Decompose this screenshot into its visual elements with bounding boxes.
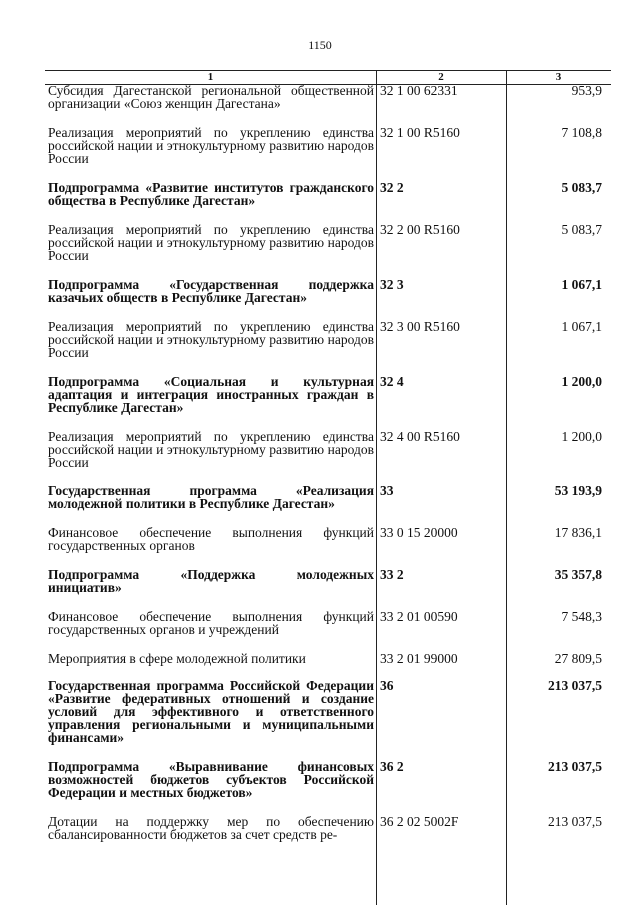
row-code: 33 2 01 00590 bbox=[380, 609, 458, 624]
row-code: 32 3 00 R5160 bbox=[380, 319, 460, 334]
row-sum: 53 193,9 bbox=[554, 483, 602, 498]
row-name: Государственная программа Российской Федерации «Развитие федеративных отношений и создание условий для эффективного и ответственного управления региональными и муниципальными финансами» bbox=[48, 678, 374, 745]
row-name: Подпрограмма «Государственная поддержка казачьих обществ в Республике Дагестан» bbox=[48, 277, 374, 305]
row-code: 32 3 bbox=[380, 277, 404, 292]
row-sum: 213 037,5 bbox=[548, 759, 602, 774]
row-name: Финансовое обеспечение выполнения функций государственных органов bbox=[48, 525, 374, 553]
row-code: 33 bbox=[380, 483, 394, 498]
row-code: 32 4 00 R5160 bbox=[380, 429, 460, 444]
row-code: 32 4 bbox=[380, 374, 404, 389]
budget-table bbox=[45, 70, 611, 905]
row-sum: 953,9 bbox=[571, 83, 602, 98]
row-code: 36 bbox=[380, 678, 394, 693]
row-name: Мероприятия в сфере молодежной политики bbox=[48, 651, 306, 666]
header-col-2: 2 bbox=[438, 71, 444, 83]
row-name: Реализация мероприятий по укреплению единства российской нации и этнокультурному развитию народов России bbox=[48, 429, 374, 470]
row-code: 32 1 00 62331 bbox=[380, 83, 458, 98]
row-sum: 17 836,1 bbox=[554, 525, 602, 540]
header-col-1: 1 bbox=[207, 71, 214, 83]
row-sum: 1 067,1 bbox=[561, 277, 602, 292]
row-name: Субсидия Дагестанской региональной общественной организации «Союз женщин Дагестана» bbox=[48, 83, 374, 111]
row-code: 33 0 15 20000 bbox=[380, 525, 458, 540]
row-code: 32 2 00 R5160 bbox=[380, 222, 460, 237]
row-sum: 27 809,5 bbox=[554, 651, 602, 666]
row-name: Реализация мероприятий по укреплению единства российской нации и этнокультурному развитию народов России bbox=[48, 125, 374, 166]
row-name: Подпрограмма «Развитие институтов гражданского общества в Республике Дагестан» bbox=[48, 180, 374, 208]
row-sum: 7 108,8 bbox=[561, 125, 602, 140]
row-name: Реализация мероприятий по укреплению единства российской нации и этнокультурному развитию народов России bbox=[48, 222, 374, 263]
row-name: Дотации на поддержку мер по обеспечению сбалансированности бюджетов за счет средств ре- bbox=[48, 814, 374, 842]
row-name: Финансовое обеспечение выполнения функций государственных органов и учреждений bbox=[48, 609, 374, 637]
row-sum: 5 083,7 bbox=[561, 222, 602, 237]
row-sum: 213 037,5 bbox=[548, 814, 602, 829]
row-code: 36 2 02 5002F bbox=[380, 814, 459, 829]
row-sum: 1 200,0 bbox=[561, 429, 602, 444]
row-name: Подпрограмма «Социальная и культурная адаптация и интеграция иностранных граждан в Республике Дагестан» bbox=[48, 374, 374, 415]
row-sum: 7 548,3 bbox=[561, 609, 602, 624]
row-code: 32 1 00 R5160 bbox=[380, 125, 460, 140]
row-sum: 1 200,0 bbox=[561, 374, 602, 389]
row-sum: 35 357,8 bbox=[554, 567, 602, 582]
row-name: Государственная программа «Реализация молодежной политики в Республике Дагестан» bbox=[48, 483, 374, 511]
row-name: Реализация мероприятий по укреплению единства российской нации и этнокультурному развитию народов России bbox=[48, 319, 374, 360]
row-sum: 5 083,7 bbox=[561, 180, 602, 195]
column-divider-1 bbox=[376, 70, 377, 905]
page-number: 1150 bbox=[308, 38, 332, 52]
row-code: 33 2 01 99000 bbox=[380, 651, 458, 666]
row-name: Подпрограмма «Выравнивание финансовых возможностей бюджетов субъектов Российской Федерации и местных бюджетов» bbox=[48, 759, 374, 800]
header-col-3: 3 bbox=[555, 71, 562, 83]
row-code: 33 2 bbox=[380, 567, 404, 582]
row-name: Подпрограмма «Поддержка молодежных инициатив» bbox=[48, 567, 374, 595]
row-sum: 213 037,5 bbox=[548, 678, 602, 693]
row-sum: 1 067,1 bbox=[561, 319, 602, 334]
row-code: 32 2 bbox=[380, 180, 404, 195]
row-code: 36 2 bbox=[380, 759, 404, 774]
